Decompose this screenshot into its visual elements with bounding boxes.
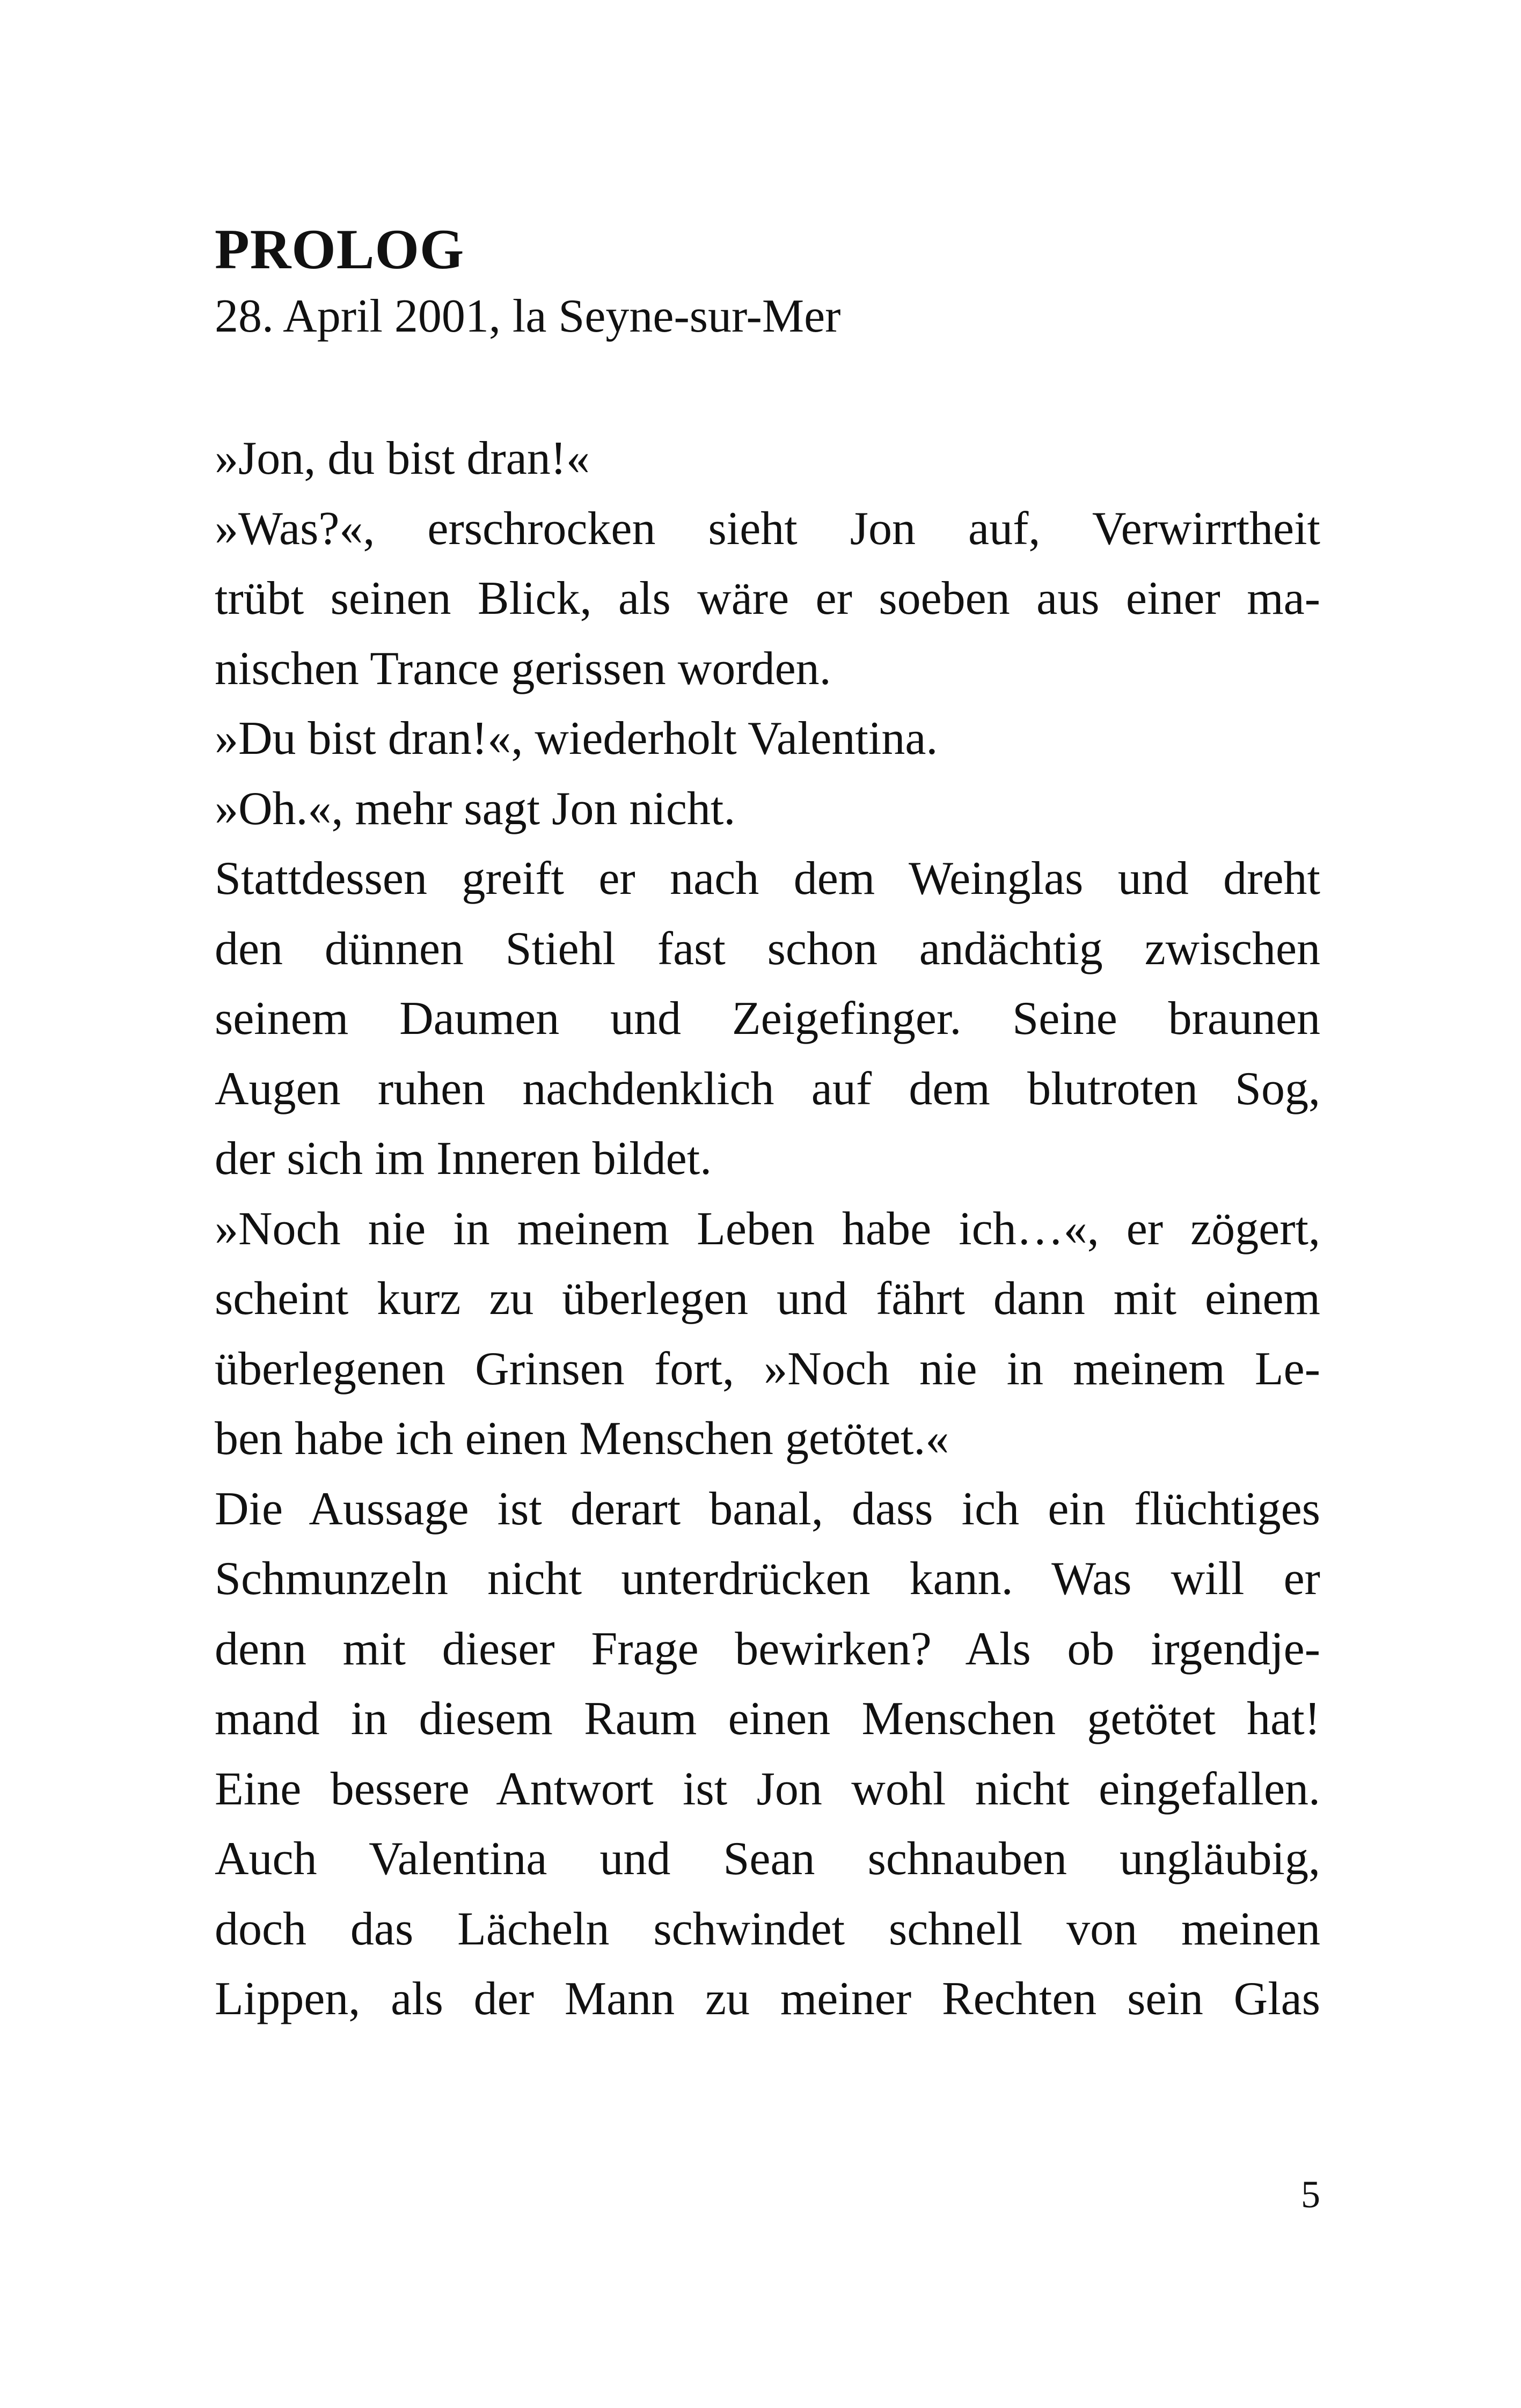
text-line: der sich im Inneren bildet.: [215, 1133, 712, 1185]
text-line: seinem Daumen und Zeigefinger. Seine braunen: [215, 993, 1320, 1045]
book-page: [215, 0, 1320, 2408]
text-line: nischen Trance gerissen worden.: [215, 642, 831, 695]
text-line: »Noch nie in meinem Leben habe ich…«, er zögert,: [215, 1202, 1320, 1255]
text-line: Auch Valentina und Sean schnauben ungläubig,: [215, 1833, 1320, 1885]
text-line: doch das Lächeln schwindet schnell von meinen: [215, 1903, 1320, 1955]
text-line: Eine bessere Antwort ist Jon wohl nicht eingefallen.: [215, 1763, 1320, 1815]
text-line: Lippen, als der Mann zu meiner Rechten sein Glas: [215, 1973, 1320, 2025]
body-text: [215, 424, 1320, 2035]
text-line: »Du bist dran!«, wiederholt Valentina.: [215, 713, 938, 765]
text-line: Augen ruhen nachdenklich auf dem blutroten Sog,: [215, 1062, 1320, 1115]
text-line: trübt seinen Blick, als wäre er soeben aus einer ma-: [215, 572, 1320, 625]
text-line: Die Aussage ist derart banal, dass ich ein flüchtiges: [215, 1482, 1320, 1535]
chapter-title: PROLOG: [215, 218, 465, 281]
text-line: denn mit dieser Frage bewirken? Als ob irgendje-: [215, 1623, 1320, 1675]
text-line: überlegenen Grinsen fort, »Noch nie in meinem Le-: [215, 1342, 1320, 1395]
text-line: scheint kurz zu überlegen und fährt dann mit einem: [215, 1273, 1320, 1325]
page-number: 5: [1301, 2173, 1320, 2216]
text-line: »Oh.«, mehr sagt Jon nicht.: [215, 782, 736, 835]
chapter-subtitle: 28. April 2001, la Seyne-sur-Mer: [215, 290, 841, 342]
text-line: ben habe ich einen Menschen getötet.«: [215, 1413, 949, 1465]
text-line: den dünnen Stiehl fast schon andächtig zwischen: [215, 922, 1320, 975]
text-line: »Was?«, erschrocken sieht Jon auf, Verwirrtheit: [215, 502, 1320, 555]
text-line: Stattdessen greift er nach dem Weinglas und dreht: [215, 853, 1320, 905]
text-line: Schmunzeln nicht unterdrücken kann. Was will er: [215, 1553, 1320, 1605]
text-line: »Jon, du bist dran!«: [215, 432, 590, 484]
text-line: mand in diesem Raum einen Menschen getötet hat!: [215, 1693, 1320, 1745]
